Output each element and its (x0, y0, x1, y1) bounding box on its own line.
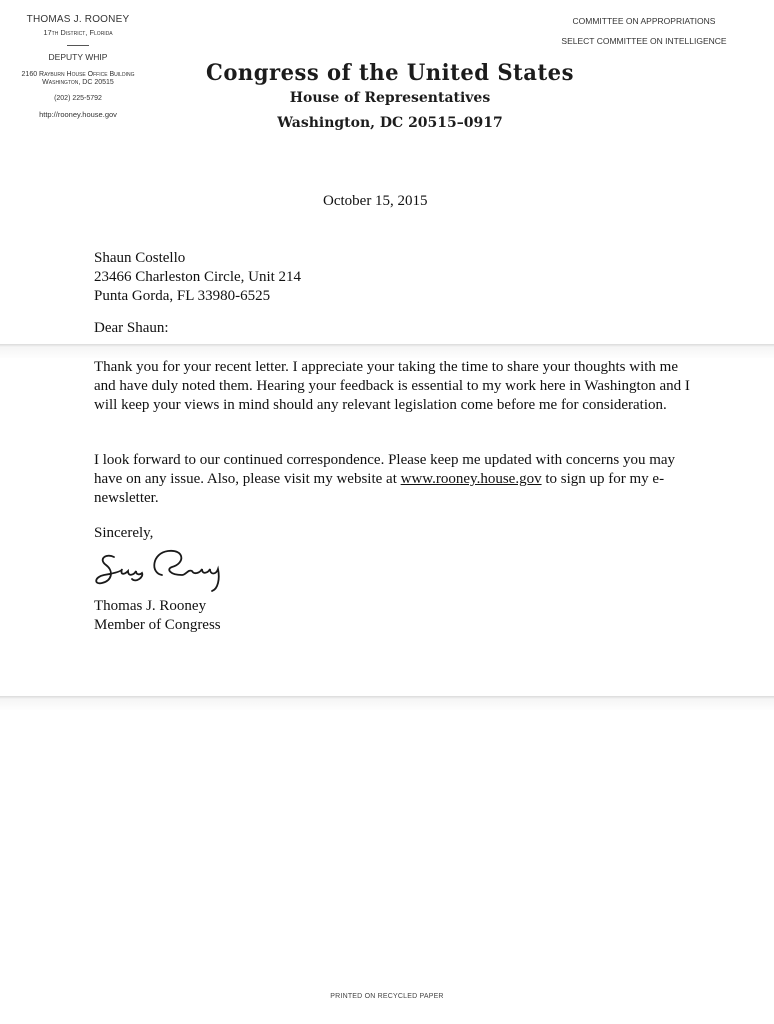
paper-fold-crease (0, 344, 774, 358)
member-info-block (0, 14, 156, 119)
signer-title: Member of Congress (94, 617, 221, 633)
member-name: THOMAS J. ROONEY (26, 14, 130, 25)
closing: Sincerely, (94, 525, 154, 541)
paragraph-text: to sign up for my e-newsletter. (94, 471, 665, 506)
masthead-congress: Congress of the United States (206, 60, 574, 86)
recipient-name: Shaun Costello (94, 250, 186, 266)
letter-date: October 15, 2015 (323, 193, 428, 209)
office-phone: (202) 225-5792 (54, 95, 102, 102)
recipient-block (94, 249, 301, 306)
committee-item: SELECT COMMITTEE ON INTELLIGENCE (561, 36, 727, 46)
recipient-address-line2: Punta Gorda, FL 33980-6525 (94, 288, 271, 304)
paragraph-text: I look forward to our continued correspondence. Please keep me updated with concerns you may have on any issue. Also, please visit my website at (94, 452, 676, 487)
member-title: DEPUTY WHIP (48, 52, 108, 62)
divider (67, 45, 89, 46)
recipient-address-line1: 23466 Charleston Circle, Unit 214 (94, 269, 302, 285)
committee-item: COMMITTEE ON APPROPRIATIONS (572, 16, 716, 26)
signature-image (92, 545, 242, 593)
signer-block (94, 597, 221, 635)
masthead (190, 60, 590, 131)
member-website: http://rooney.house.gov (39, 110, 117, 119)
masthead-house: House of Representatives (289, 90, 491, 106)
paper-fold-crease (0, 696, 774, 710)
body-paragraph-1: Thank you for your recent letter. I appreciate your taking the time to share your thoughts with me and have duly noted them. Hearing your feedback is essential to my work here in Washington and I will keep your views in mind should any relevant legislation come before me for consideration. (94, 359, 690, 413)
body-paragraph-2 (94, 451, 694, 508)
salutation: Dear Shaun: (94, 320, 169, 336)
signer-name: Thomas J. Rooney (94, 598, 207, 614)
recycled-paper-note: PRINTED ON RECYCLED PAPER (330, 993, 444, 1000)
committee-list (544, 16, 744, 46)
office-address-line2: Washington, DC 20515 (42, 79, 114, 86)
office-address-line1: 2160 Rayburn House Office Building (21, 71, 135, 78)
masthead-address: Washington, DC 20515–0917 (277, 115, 503, 131)
member-district: 17th District, Florida (43, 28, 113, 37)
website-link[interactable]: www.rooney.house.gov (400, 471, 542, 487)
